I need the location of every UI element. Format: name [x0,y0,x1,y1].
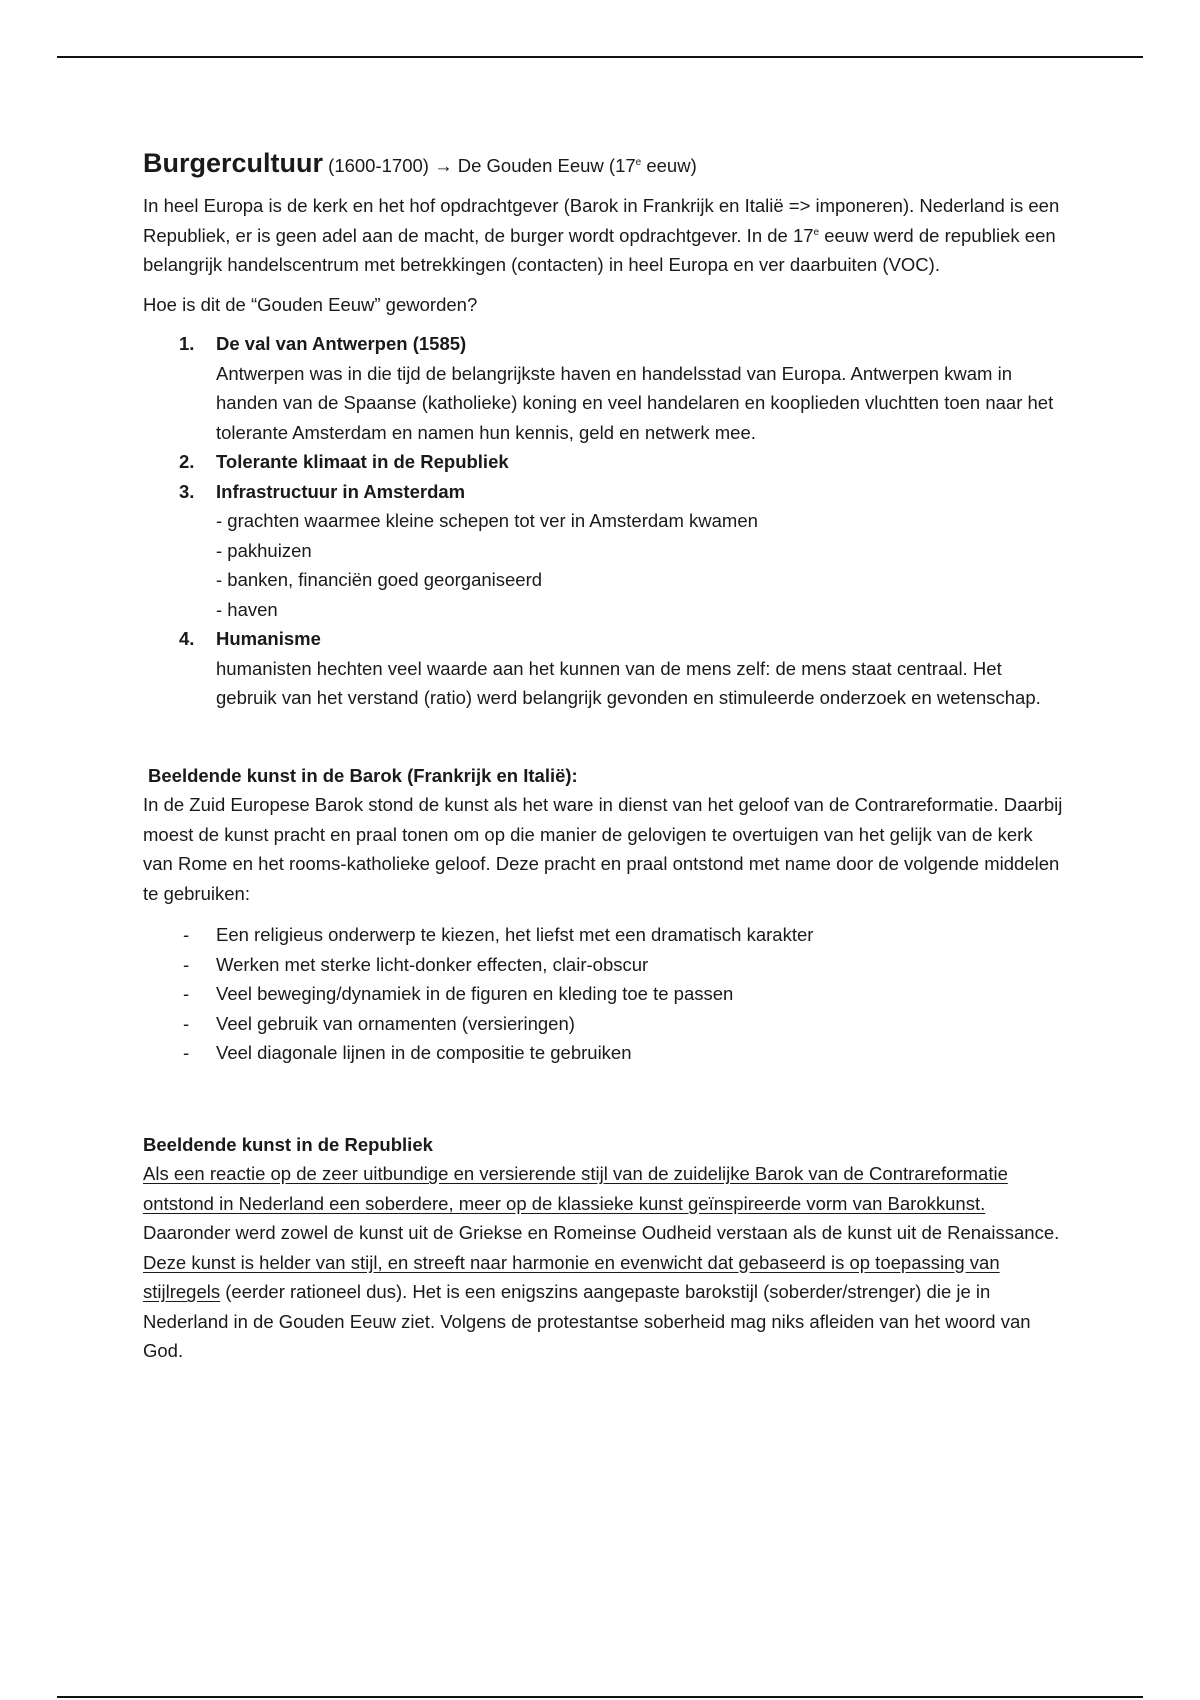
dash-bullet: - [183,1042,190,1063]
dash-bullet: - [183,1012,190,1034]
republiek-section [143,1130,1063,1366]
list-number: 1. [179,333,195,354]
list-number: 2. [179,451,195,472]
bullet-text: Werken met sterke licht-donker effecten, clair-obscur [216,953,649,975]
list-item-text: Antwerpen was in die tijd de belangrijkste haven en handelsstad van Europa. Antwerpen kwam in handen van de Spaanse (katholieke) koning en veel handelaren en kooplieden vluchtten toen naar het tolerante Amsterdam en namen hun kennis, geld en netwerk mee. [216,362,1054,443]
barok-heading: Beeldende kunst in de Barok (Frankrijk en Italië): [148,764,578,786]
intro-text-a: In heel Europa is de kerk en het hof opdrachtgever (Barok in Frankrijk en Italië => imponeren). Nederland is een Republiek, er is geen adel aan de macht, de burger wordt opdrachtgever. In de 17 [143,195,1060,246]
republiek-heading: Beeldende kunst in de Republiek [143,1133,433,1155]
intro-text-b: eeuw werd de republiek een belangrijk handelscentrum met betrekkingen (contacten) in heel Europa en ver daarbuiten (VOC). [143,224,1056,275]
barok-section [143,761,1063,1068]
bullet-text: Veel diagonale lijnen in de compositie te gebruiken [216,1042,632,1063]
list-number: 4. [179,628,195,649]
list-item-title: Infrastructuur in Amsterdam [216,480,466,502]
list-item [143,1038,1063,1068]
list-item-text: humanisten hechten veel waarde aan het kunnen van de mens zelf: de mens staat centraal. Het gebruik van het verstand (ratio) werd belangrijk gevonden en stimuleerde onderzoek en wetenschap. [216,657,1041,708]
list-item [143,979,1063,1009]
sub-line: - grachten waarmee kleine schepen tot ver in Amsterdam kwamen [216,510,758,531]
reasons-list [143,329,1063,713]
list-item-title: Humanisme [216,628,321,649]
sub-line: - haven [216,598,278,620]
title-superscript: e [635,156,642,168]
underlined-text: Deze kunst is helder van stijl, en streeft naar harmonie en evenwicht dat gebaseerd is op toepassing van stijlregels [143,1251,1000,1302]
list-item [143,329,1063,447]
list-item-title: Tolerante klimaat in de Republiek [216,451,509,472]
bottom-rule [57,1696,1143,1698]
list-item [143,447,1063,477]
sub-line: - banken, financiën goed georganiseerd [216,569,543,590]
title-subtitle [328,155,697,176]
barok-paragraph: In de Zuid Europese Barok stond de kunst als het ware in dienst van het geloof van de Contrareformatie. Daarbij moest de kunst pracht en praal tonen om op die manier de gelovigen te overtuigen van het gelijk van de kerk van Rome en het rooms-katholieke geloof. Deze pracht en praal ontstond met name door de volgende middelen te gebruiken: [143,794,1063,904]
title-main: Burgercultuur [143,148,324,178]
title-golden-age: De Gouden Eeuw (17 [457,155,636,176]
barok-bullets [143,920,1063,1068]
republiek-paragraph [143,1159,1063,1366]
dash-bullet: - [183,924,190,945]
plain-text: Daaronder werd zowel de kunst uit de Griekse en Romeinse Oudheid verstaan als de kunst uit de Renaissance. [143,1222,1060,1243]
document-body [143,146,1063,1366]
top-rule [57,56,1143,58]
list-item [143,624,1063,713]
list-item [143,920,1063,950]
intro-superscript: e [813,226,820,238]
sub-line: - pakhuizen [216,539,312,561]
bullet-text: Veel beweging/dynamiek in de figuren en kleding toe te passen [216,983,734,1004]
page-title [143,146,1063,183]
bullet-text: Een religieus onderwerp te kiezen, het liefst met een dramatisch karakter [216,924,814,945]
intro-question: Hoe is dit de “Gouden Eeuw” geworden? [143,293,478,315]
title-golden-age-end: eeuw) [641,155,697,176]
title-range: (1600-1700) [328,155,429,176]
list-item [143,950,1063,980]
list-item-title: De val van Antwerpen (1585) [216,333,467,354]
intro-paragraph [143,191,1063,280]
list-item [143,1009,1063,1039]
dash-bullet: - [183,953,190,975]
bullet-text: Veel gebruik van ornamenten (versieringen) [216,1012,575,1034]
plain-text: (eerder rationeel dus). Het is een enigszins aangepaste barokstijl (soberder/strenger) die je in Nederland in de Gouden Eeuw ziet. Volgens de protestantse soberheid mag niks afleiden van het woord van God. [143,1281,1031,1361]
list-number: 3. [179,480,195,502]
dash-bullet: - [183,983,190,1004]
list-item [143,477,1063,625]
arrow-icon: → [434,155,453,176]
underlined-text: Als een reactie op de zeer uitbundige en versierende stijl van de zuidelijke Barok van de Contrareformatie ontstond in Nederland een soberdere, meer op de klassieke kunst geïnspireerde vorm van Barokkunst. [143,1163,1008,1214]
